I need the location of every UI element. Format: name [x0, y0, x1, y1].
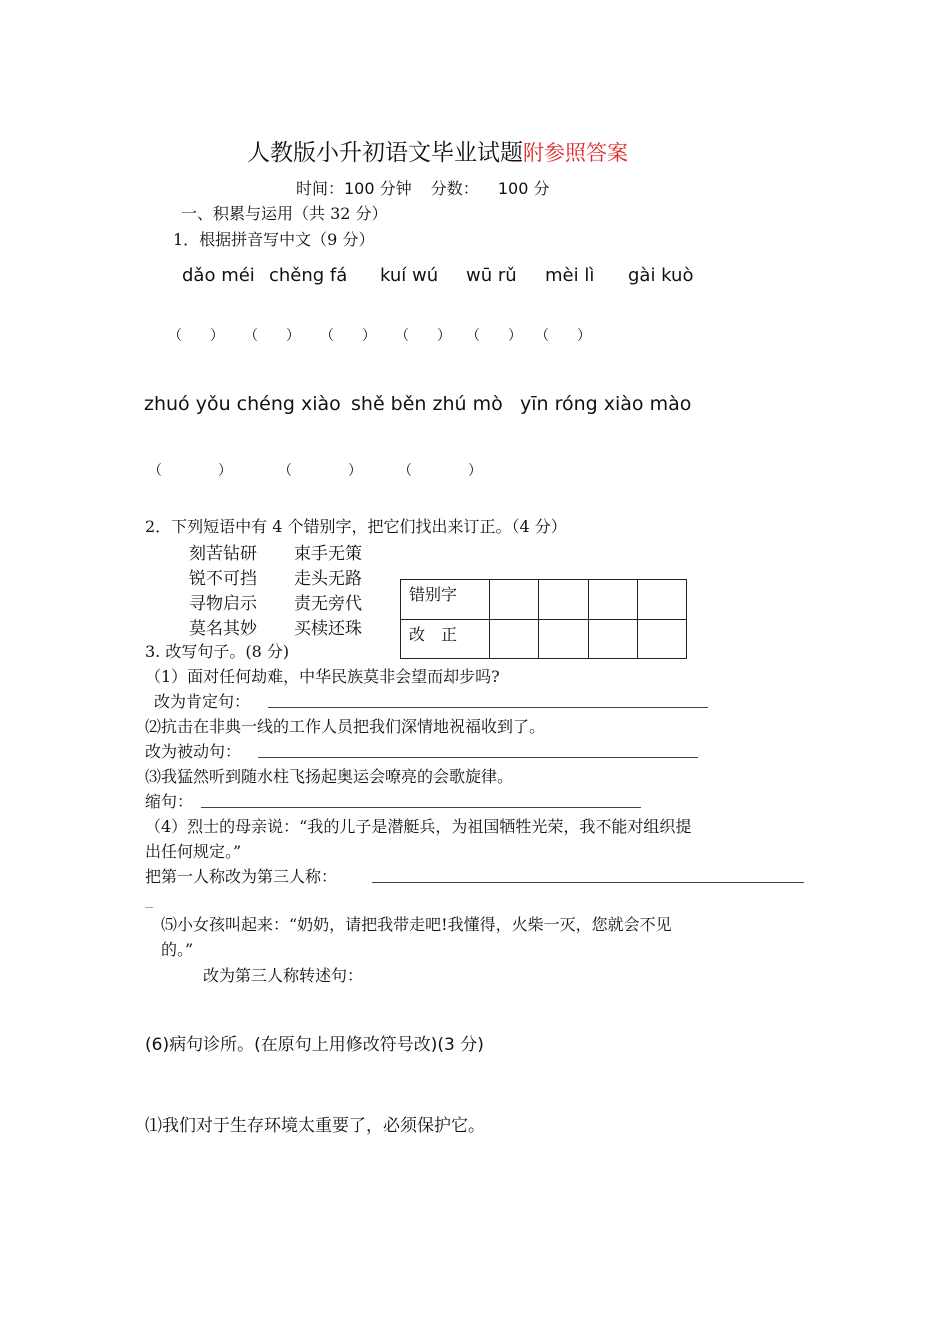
- task-4: 把第一人称改为第三人称：: [145, 867, 338, 886]
- pinyin-item: zhuó yǒu chéng xiào: [144, 393, 341, 415]
- answer-cell[interactable]: [539, 580, 588, 620]
- answer-cell[interactable]: [588, 580, 637, 620]
- phrase: 刻苦钻研: [189, 544, 257, 564]
- q1-prompt: 1．根据拼音写中文（9 分）: [173, 230, 375, 249]
- phrase: 锐不可挡: [189, 569, 257, 589]
- answer-line[interactable]: [268, 707, 708, 708]
- task-1: 改为肯定句：: [154, 692, 251, 711]
- answer-slot[interactable]: （ ）: [168, 328, 224, 344]
- title-main: 人教版小升初语文毕业试题: [247, 140, 523, 166]
- task-3: 缩句：: [145, 792, 194, 811]
- sentence-2: ⑵抗击在非典一线的工作人员把我们深情地祝福收到了。: [145, 717, 546, 736]
- answer-line[interactable]: [258, 757, 698, 758]
- page-title: [247, 134, 628, 167]
- answer-slot[interactable]: （ ）: [148, 463, 232, 479]
- pinyin-item: kuí wú: [380, 265, 439, 286]
- pinyin-item: yīn róng xiào mào: [520, 393, 692, 415]
- answer-cell[interactable]: [637, 580, 686, 620]
- sentence-4-line1: （4）烈士的母亲说：“我的儿子是潜艇兵，为祖国牺牲光荣，我不能对组织提: [145, 817, 692, 836]
- phrase: 莫名其妙: [189, 619, 257, 639]
- pinyin-item: mèi lì: [545, 265, 595, 286]
- answer-cell[interactable]: [637, 619, 686, 659]
- answer-line[interactable]: [201, 807, 641, 808]
- exam-score-value: 100 分: [497, 179, 550, 198]
- sentence-5-line2: 的。”: [161, 940, 194, 959]
- q6-prompt: (6)病句诊所。(在原句上用修改符号改)(3 分): [145, 1035, 484, 1055]
- q6-item-1: ⑴我们对于生存环境太重要了，必须保护它。: [145, 1116, 485, 1136]
- exam-meta: [296, 176, 563, 199]
- task-2: 改为被动句：: [145, 742, 242, 761]
- answer-cell[interactable]: [490, 580, 539, 620]
- answer-cell[interactable]: [588, 619, 637, 659]
- q2-prompt: 2．下列短语中有 4 个错别字，把它们找出来订正。（4 分）: [145, 517, 567, 536]
- pinyin-item: gài kuò: [628, 265, 694, 286]
- correction-label: 改 正: [401, 619, 490, 659]
- phrase: 责无旁代: [294, 594, 362, 614]
- pinyin-item: chěng fá: [269, 265, 348, 286]
- sentence-1: （1）面对任何劫难，中华民族莫非会望而却步吗?: [145, 667, 500, 686]
- answer-slot[interactable]: （ ）: [244, 328, 300, 344]
- answer-slot[interactable]: （ ）: [398, 463, 482, 479]
- answer-slot[interactable]: （ ）: [466, 328, 522, 344]
- phrase: 走头无路: [294, 569, 362, 589]
- answer-slot[interactable]: （ ）: [395, 328, 451, 344]
- wrong-char-label: 错别字: [401, 580, 490, 620]
- phrase: 寻物启示: [189, 594, 257, 614]
- pinyin-item: dǎo méi: [182, 265, 255, 286]
- phrase: 买椟还珠: [294, 619, 362, 639]
- exam-time: 时间：100 分钟: [296, 179, 412, 198]
- answer-slot[interactable]: （ ）: [278, 463, 362, 479]
- sentence-5-line1: ⑸小女孩叫起来：“奶奶，请把我带走吧!我懂得，火柴一灭，您就会不见: [161, 915, 672, 934]
- correction-table: [400, 579, 687, 659]
- answer-cell[interactable]: [539, 619, 588, 659]
- answer-line[interactable]: [372, 882, 804, 883]
- answer-slot[interactable]: （ ）: [320, 328, 376, 344]
- exam-score-label: 分数：: [430, 179, 479, 198]
- answer-cell[interactable]: [490, 619, 539, 659]
- q3-prompt: 3. 改写句子。(8 分): [145, 642, 290, 661]
- answer-slot[interactable]: （ ）: [535, 328, 591, 344]
- phrase: 束手无策: [294, 544, 362, 564]
- sentence-3: ⑶我猛然听到随水柱飞扬起奥运会嘹亮的会歌旋律。: [145, 767, 514, 786]
- answer-line-continuation: _: [145, 889, 153, 908]
- section-heading: 一、积累与运用（共 32 分）: [181, 204, 388, 223]
- pinyin-item: wū rǔ: [466, 265, 517, 286]
- sentence-4-line2: 出任何规定。”: [145, 842, 242, 861]
- task-5: 改为第三人称转述句：: [203, 966, 364, 985]
- pinyin-item: shě běn zhú mò: [351, 393, 503, 415]
- title-suffix: 附参照答案: [523, 141, 628, 165]
